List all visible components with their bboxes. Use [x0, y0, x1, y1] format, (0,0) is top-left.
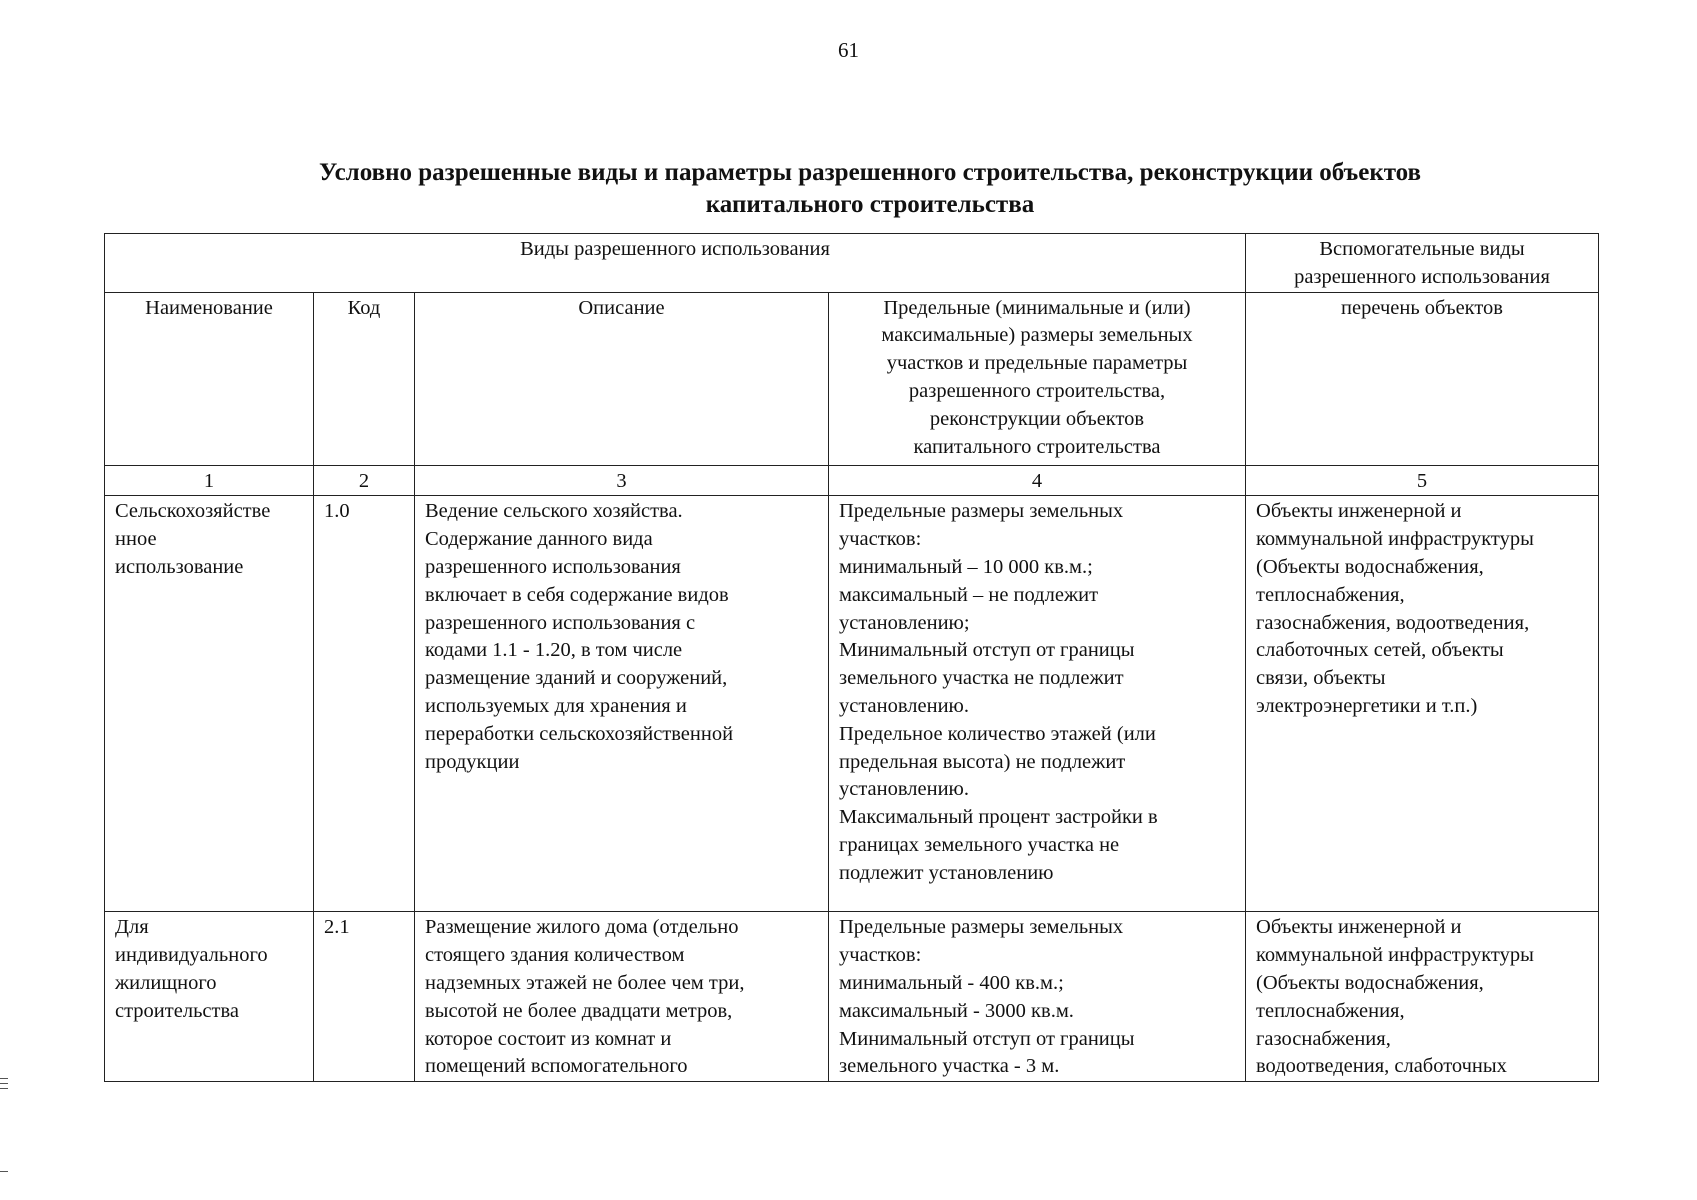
column-header-description: Описание [415, 292, 829, 465]
cell-line: помещений вспомогательного [425, 1055, 688, 1078]
cell-description [415, 912, 829, 1082]
cell-line: жилищного [115, 971, 217, 994]
cell-name [105, 496, 314, 912]
cell-line: максимальный – не подлежит [839, 583, 1099, 606]
cell-line: индивидуального [115, 944, 268, 967]
cell-code: 2.1 [314, 912, 415, 1082]
cell-line: слаботочных сетей, объекты [1256, 639, 1504, 662]
scan-margin-mark [0, 1083, 8, 1084]
cell-line: газоснабжения, [1256, 1027, 1391, 1050]
cell-limits [829, 912, 1246, 1082]
cell-line: газоснабжения, водоотведения, [1256, 611, 1530, 634]
scan-margin-mark [0, 1088, 8, 1089]
column-header-limits-line: участков и предельные параметры [886, 352, 1188, 375]
cell-line: предельная высота) не подлежит [839, 750, 1126, 773]
cell-line: стоящего здания количеством [425, 944, 685, 967]
column-header-name: Наименование [105, 292, 314, 465]
cell-line: переработки сельскохозяйственной [425, 722, 734, 745]
group-header-aux [1246, 234, 1599, 293]
page-number: 61 [838, 38, 859, 62]
group-header-aux-line-2: разрешенного использования [1294, 265, 1550, 288]
cell-line: теплоснабжения, [1256, 583, 1405, 606]
cell-line: Максимальный процент застройки в [839, 806, 1158, 829]
cell-line: Для [115, 916, 149, 939]
cell-description [415, 496, 829, 912]
column-header-limits-line: разрешенного строительства, [908, 379, 1166, 402]
title-line-1: Условно разрешенные виды и параметры разрешенного строительства, реконструкции объектов [318, 159, 1422, 186]
cell-line: подлежит установлению [839, 861, 1054, 884]
cell-line: максимальный - 3000 кв.м. [839, 999, 1074, 1022]
column-header-limits [829, 292, 1246, 465]
cell-line: установлению. [839, 694, 969, 717]
column-number-row [105, 465, 1599, 496]
cell-line: Минимальный отступ от границы [839, 639, 1135, 662]
cell-line: водоотведения, слаботочных [1256, 1055, 1507, 1078]
cell-line: кодами 1.1 - 1.20, в том числе [425, 639, 683, 662]
column-header-objects: перечень объектов [1246, 292, 1599, 465]
cell-line: участков: [839, 944, 922, 967]
cell-line: коммунальной инфраструктуры [1256, 944, 1534, 967]
column-number: 2 [314, 465, 415, 496]
cell-line: продукции [425, 750, 520, 773]
cell-name [105, 912, 314, 1082]
cell-line: земельного участка не подлежит [839, 667, 1124, 690]
cell-line: разрешенного использования [425, 555, 681, 578]
cell-line: земельного участка - 3 м. [839, 1055, 1060, 1078]
cell-line: коммунальной инфраструктуры [1256, 528, 1534, 551]
cell-line: Размещение жилого дома (отдельно [425, 916, 739, 939]
column-header-code: Код [314, 292, 415, 465]
cell-line: (Объекты водоснабжения, [1256, 971, 1484, 994]
cell-code: 1.0 [314, 496, 415, 912]
cell-line: нное [115, 528, 157, 551]
cell-line: Предельные размеры земельных [839, 500, 1124, 523]
cell-line: установлению. [839, 778, 969, 801]
scan-margin-mark [0, 1078, 8, 1079]
column-header-limits-line: реконструкции объектов [929, 407, 1145, 430]
table-row [105, 496, 1599, 912]
cell-line: минимальный - 400 кв.м.; [839, 971, 1064, 994]
cell-line: размещение зданий и сооружений, [425, 667, 728, 690]
cell-line: Сельскохозяйстве [115, 500, 271, 523]
table-row [105, 912, 1599, 1082]
cell-line: участков: [839, 528, 922, 551]
cell-line: теплоснабжения, [1256, 999, 1405, 1022]
cell-line: Минимальный отступ от границы [839, 1027, 1135, 1050]
column-header-limits-line: максимальные) размеры земельных [881, 324, 1193, 347]
column-number: 4 [829, 465, 1246, 496]
cell-objects [1246, 912, 1599, 1082]
column-number: 1 [105, 465, 314, 496]
group-header-row [105, 234, 1599, 293]
column-number: 5 [1246, 465, 1599, 496]
cell-line: границах земельного участка не [839, 833, 1120, 856]
land-use-table [104, 233, 1599, 1082]
column-header-limits-line: капитального строительства [913, 435, 1161, 458]
cell-line: использование [115, 555, 244, 578]
cell-line: используемых для хранения и [425, 694, 687, 717]
cell-line: Содержание данного вида [425, 528, 653, 551]
cell-limits [829, 496, 1246, 912]
group-header-main: Виды разрешенного использования [105, 234, 1246, 293]
cell-line: минимальный – 10 000 кв.м.; [839, 555, 1093, 578]
cell-line: которое состоит из комнат и [425, 1027, 672, 1050]
cell-line: разрешенного использования с [425, 611, 696, 634]
cell-line: электроэнергетики и т.п.) [1256, 694, 1478, 717]
cell-line: надземных этажей не более чем три, [425, 971, 745, 994]
group-header-aux-line-1: Вспомогательные виды [1319, 238, 1525, 260]
cell-line: Объекты инженерной и [1256, 500, 1462, 523]
column-number: 3 [415, 465, 829, 496]
cell-line: Предельные размеры земельных [839, 916, 1124, 939]
cell-line: Предельное количество этажей (или [839, 722, 1156, 745]
cell-line: высотой не более двадцати метров, [425, 999, 733, 1022]
cell-line: (Объекты водоснабжения, [1256, 555, 1484, 578]
cell-line: строительства [115, 999, 239, 1022]
cell-line: включает в себя содержание видов [425, 583, 729, 606]
cell-line: установлению; [839, 611, 970, 634]
cell-line: связи, объекты [1256, 667, 1386, 690]
title-line-2: капитального строительства [705, 191, 1035, 218]
column-header-row [105, 292, 1599, 465]
page-title [140, 157, 1600, 221]
scan-margin-mark [0, 1171, 8, 1172]
column-header-limits-line: Предельные (минимальные и (или) [883, 296, 1191, 319]
cell-objects [1246, 496, 1599, 912]
cell-line: Ведение сельского хозяйства. [425, 500, 683, 523]
cell-line: Объекты инженерной и [1256, 916, 1462, 939]
